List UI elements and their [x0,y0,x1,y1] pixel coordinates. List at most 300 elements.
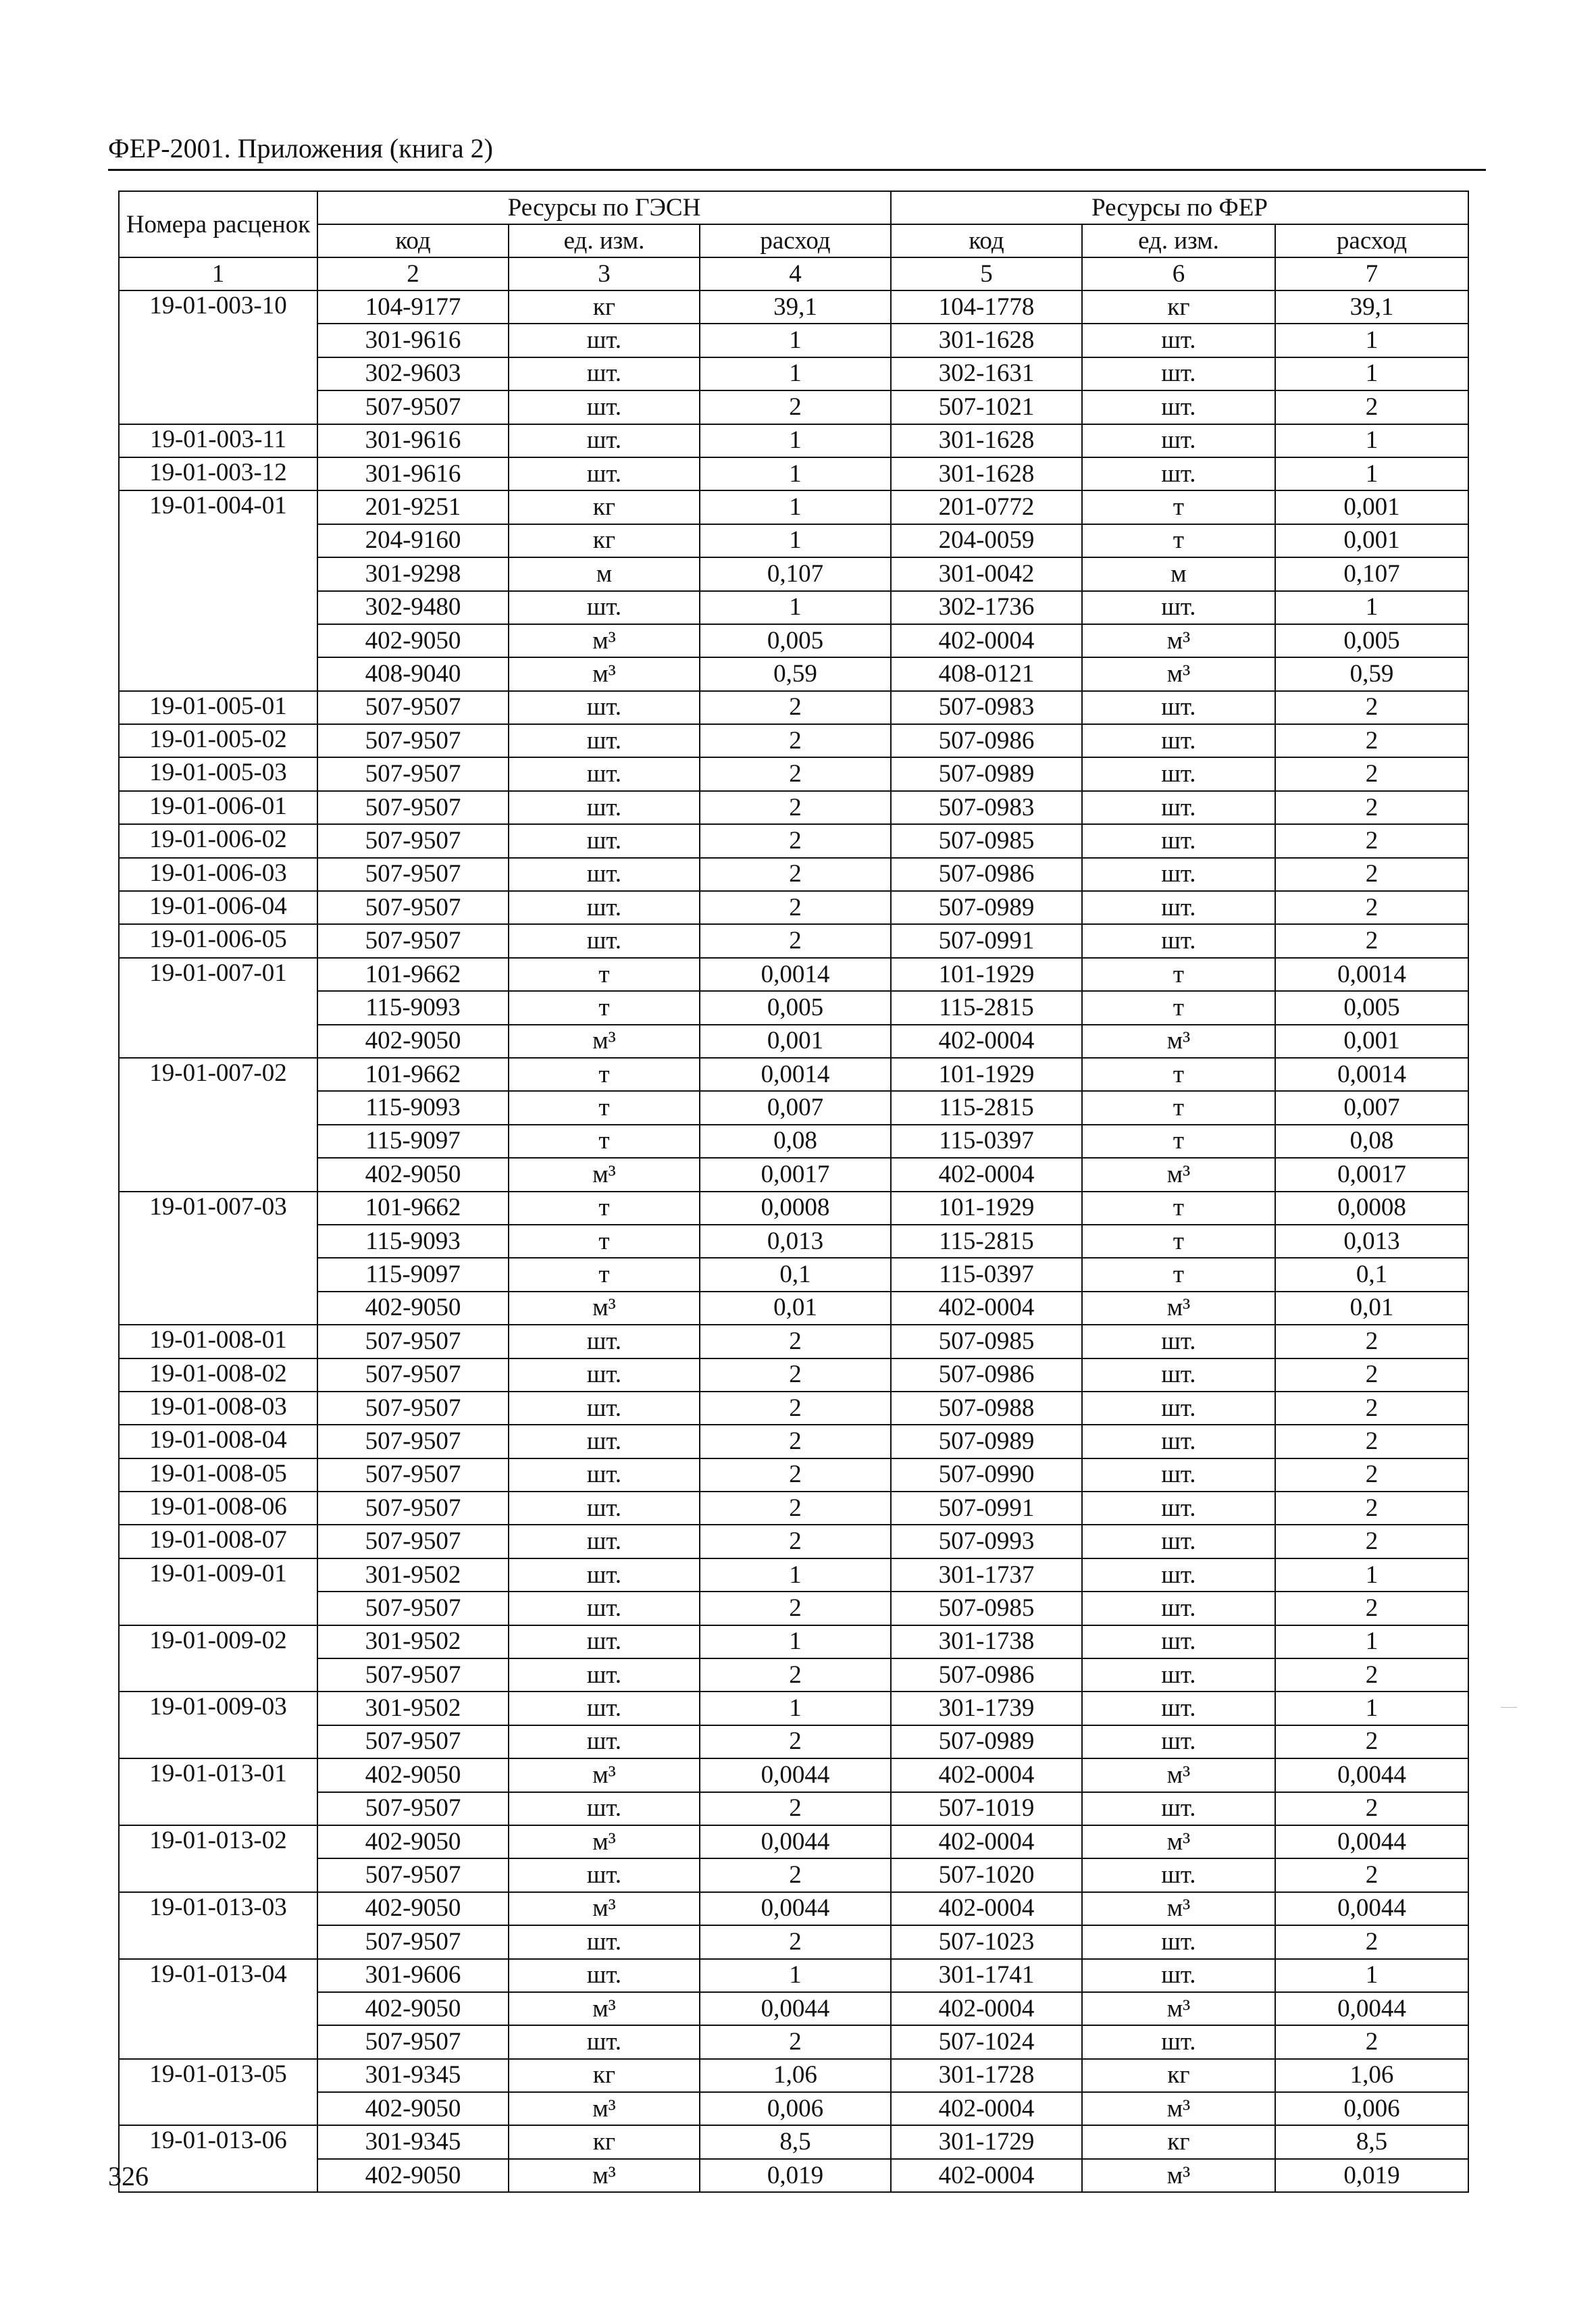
header-gesn-consumption: расход [700,224,891,257]
rate-number-cell: 19-01-008-01 [119,1325,317,1358]
rate-number-cell: 19-01-009-02 [119,1625,317,1692]
fer-code-cell: 507-0989 [891,891,1082,924]
gesn-unit-cell: м³ [509,624,700,657]
fer-code-cell: 302-1631 [891,357,1082,390]
gesn-unit-cell: шт. [509,1425,700,1458]
gesn-code-cell: 507-9507 [317,1425,509,1458]
table-row [119,691,1468,724]
fer-unit-cell: т [1082,958,1275,991]
gesn-unit-cell: кг [509,290,700,324]
gesn-code-cell: 402-9050 [317,2159,509,2192]
gesn-code-cell: 115-9097 [317,1258,509,1291]
fer-unit-cell: м³ [1082,657,1275,690]
fer-consumption-cell: 2 [1275,1458,1468,1492]
gesn-unit-cell: шт. [509,1592,700,1625]
gesn-consumption-cell: 2 [700,858,891,891]
fer-code-cell: 301-1728 [891,2059,1082,2092]
gesn-code-cell: 507-9507 [317,691,509,724]
gesn-unit-cell: м³ [509,2092,700,2125]
fer-consumption-cell: 1 [1275,591,1468,624]
fer-code-cell: 301-1739 [891,1692,1082,1725]
table-row [119,1725,1468,1758]
gesn-unit-cell: м³ [509,1758,700,1791]
gesn-consumption-cell: 0,013 [700,1225,891,1258]
gesn-consumption-cell: 1 [700,524,891,557]
table-row [119,1258,1468,1291]
fer-unit-cell: кг [1082,290,1275,324]
gesn-consumption-cell: 0,01 [700,1292,891,1325]
gesn-consumption-cell: 2 [700,757,891,790]
gesn-code-cell: 507-9507 [317,757,509,790]
fer-consumption-cell: 0,0044 [1275,1892,1468,1925]
fer-code-cell: 507-0988 [891,1392,1082,1425]
gesn-unit-cell: т [509,1258,700,1291]
gesn-code-cell: 402-9050 [317,2092,509,2125]
fer-unit-cell: м³ [1082,1892,1275,1925]
rate-number-cell: 19-01-005-01 [119,691,317,724]
gesn-code-cell: 507-9507 [317,891,509,924]
table-row [119,1091,1468,1124]
gesn-unit-cell: шт. [509,1358,700,1392]
table-row [119,1458,1468,1492]
fer-consumption-cell: 2 [1275,757,1468,790]
fer-unit-cell: шт. [1082,1558,1275,1592]
gesn-unit-cell: шт. [509,1392,700,1425]
table-row [119,924,1468,957]
fer-consumption-cell: 0,0044 [1275,1992,1468,2025]
column-number: 3 [509,257,700,290]
gesn-code-cell: 301-9345 [317,2059,509,2092]
table-row [119,1192,1468,1225]
gesn-consumption-cell: 1 [700,1625,891,1658]
table-row [119,2025,1468,2058]
gesn-consumption-cell: 2 [700,924,891,957]
gesn-unit-cell: шт. [509,1458,700,1492]
gesn-unit-cell: шт. [509,1492,700,1525]
fer-consumption-cell: 2 [1275,891,1468,924]
gesn-code-cell: 408-9040 [317,657,509,690]
fer-unit-cell: шт. [1082,891,1275,924]
gesn-code-cell: 302-9603 [317,357,509,390]
fer-unit-cell: м [1082,557,1275,590]
gesn-consumption-cell: 1 [700,1959,891,1992]
fer-code-cell: 402-0004 [891,1892,1082,1925]
gesn-consumption-cell: 2 [700,1592,891,1625]
rate-number-cell: 19-01-008-02 [119,1358,317,1392]
gesn-consumption-cell: 1 [700,1692,891,1725]
fer-consumption-cell: 2 [1275,1792,1468,1825]
gesn-consumption-cell: 2 [700,791,891,824]
gesn-unit-cell: м³ [509,1892,700,1925]
gesn-code-cell: 507-9507 [317,791,509,824]
table-row [119,424,1468,457]
gesn-code-cell: 507-9507 [317,1525,509,1558]
gesn-consumption-cell: 0,007 [700,1091,891,1124]
fer-code-cell: 402-0004 [891,1292,1082,1325]
column-number: 5 [891,257,1082,290]
fer-unit-cell: шт. [1082,691,1275,724]
gesn-consumption-cell: 2 [700,1425,891,1458]
gesn-consumption-cell: 0,0044 [700,1825,891,1858]
fer-consumption-cell: 0,0008 [1275,1192,1468,1225]
fer-unit-cell: т [1082,1192,1275,1225]
fer-code-cell: 115-2815 [891,1225,1082,1258]
gesn-unit-cell: шт. [509,791,700,824]
gesn-code-cell: 301-9616 [317,457,509,490]
gesn-consumption-cell: 2 [700,1525,891,1558]
fer-unit-cell: шт. [1082,858,1275,891]
fer-consumption-cell: 2 [1275,1925,1468,1958]
scan-mark [1501,1707,1517,1708]
rate-number-cell: 19-01-013-02 [119,1825,317,1892]
gesn-code-cell: 115-9093 [317,1225,509,1258]
fer-unit-cell: шт. [1082,1725,1275,1758]
gesn-consumption-cell: 1 [700,591,891,624]
fer-code-cell: 301-1741 [891,1959,1082,1992]
table-row [119,1125,1468,1158]
fer-unit-cell: шт. [1082,1425,1275,1458]
table-row [119,490,1468,524]
gesn-consumption-cell: 2 [700,724,891,757]
fer-unit-cell: м³ [1082,2092,1275,2125]
fer-code-cell: 402-0004 [891,2092,1082,2125]
gesn-code-cell: 507-9507 [317,1492,509,1525]
fer-unit-cell: шт. [1082,1792,1275,1825]
gesn-unit-cell: т [509,1192,700,1225]
gesn-code-cell: 402-9050 [317,1292,509,1325]
rate-number-cell: 19-01-007-01 [119,958,317,1058]
gesn-consumption-cell: 2 [700,1858,891,1891]
header-gesn-code: код [317,224,509,257]
table-row [119,1758,1468,1791]
fer-consumption-cell: 2 [1275,1358,1468,1392]
gesn-unit-cell: т [509,958,700,991]
fer-unit-cell: шт. [1082,1492,1275,1525]
rate-number-cell: 19-01-006-01 [119,791,317,824]
gesn-unit-cell: т [509,991,700,1024]
fer-code-cell: 507-0986 [891,858,1082,891]
gesn-consumption-cell: 1 [700,1558,891,1592]
fer-consumption-cell: 2 [1275,1425,1468,1458]
gesn-consumption-cell: 1 [700,457,891,490]
fer-consumption-cell: 0,1 [1275,1258,1468,1291]
column-number: 4 [700,257,891,290]
gesn-consumption-cell: 2 [700,1492,891,1525]
gesn-code-cell: 507-9507 [317,1725,509,1758]
table-row [119,791,1468,824]
fer-consumption-cell: 2 [1275,724,1468,757]
gesn-code-cell: 402-9050 [317,624,509,657]
fer-unit-cell: шт. [1082,357,1275,390]
table-row [119,1992,1468,2025]
rate-number-cell: 19-01-013-03 [119,1892,317,1959]
table-row [119,1858,1468,1891]
gesn-consumption-cell: 2 [700,1792,891,1825]
gesn-code-cell: 507-9507 [317,1325,509,1358]
fer-code-cell: 115-2815 [891,1091,1082,1124]
table-row [119,1425,1468,1458]
fer-code-cell: 408-0121 [891,657,1082,690]
gesn-code-cell: 402-9050 [317,1825,509,1858]
fer-code-cell: 507-0985 [891,824,1082,857]
gesn-code-cell: 402-9050 [317,1025,509,1058]
gesn-unit-cell: т [509,1225,700,1258]
fer-unit-cell: шт. [1082,1858,1275,1891]
fer-consumption-cell: 1 [1275,357,1468,390]
gesn-code-cell: 507-9507 [317,1858,509,1891]
fer-code-cell: 507-0989 [891,1425,1082,1458]
fer-consumption-cell: 2 [1275,791,1468,824]
table-row [119,390,1468,424]
gesn-code-cell: 507-9507 [317,1358,509,1392]
table-row [119,1492,1468,1525]
fer-unit-cell: шт. [1082,1392,1275,1425]
table-row [119,657,1468,690]
fer-unit-cell: т [1082,1091,1275,1124]
gesn-unit-cell: шт. [509,1858,700,1891]
fer-code-cell: 507-1021 [891,390,1082,424]
rate-number-cell: 19-01-006-03 [119,858,317,891]
table-row [119,891,1468,924]
gesn-consumption-cell: 2 [700,1458,891,1492]
fer-consumption-cell: 0,0014 [1275,1058,1468,1091]
fer-unit-cell: шт. [1082,757,1275,790]
fer-code-cell: 507-0985 [891,1592,1082,1625]
gesn-unit-cell: шт. [509,357,700,390]
gesn-unit-cell: шт. [509,1792,700,1825]
table-header-row-groups [119,191,1468,224]
table-row [119,591,1468,624]
fer-consumption-cell: 2 [1275,691,1468,724]
fer-consumption-cell: 0,08 [1275,1125,1468,1158]
gesn-consumption-cell: 0,1 [700,1258,891,1291]
fer-unit-cell: шт. [1082,424,1275,457]
gesn-unit-cell: шт. [509,824,700,857]
fer-code-cell: 507-0993 [891,1525,1082,1558]
fer-consumption-cell: 0,0017 [1275,1158,1468,1191]
fer-code-cell: 301-1737 [891,1558,1082,1592]
gesn-consumption-cell: 0,0044 [700,1992,891,2025]
fer-code-cell: 301-0042 [891,557,1082,590]
fer-code-cell: 402-0004 [891,1825,1082,1858]
fer-code-cell: 507-1019 [891,1792,1082,1825]
fer-code-cell: 507-0983 [891,791,1082,824]
fer-code-cell: 402-0004 [891,1992,1082,2025]
fer-consumption-cell: 2 [1275,2025,1468,2058]
column-number: 1 [119,257,317,290]
rate-number-cell: 19-01-007-03 [119,1192,317,1325]
gesn-unit-cell: м³ [509,1825,700,1858]
rate-number-cell: 19-01-006-04 [119,891,317,924]
rate-number-cell: 19-01-008-04 [119,1425,317,1458]
header-fer-consumption: расход [1275,224,1468,257]
gesn-consumption-cell: 0,005 [700,624,891,657]
rate-number-cell: 19-01-013-01 [119,1758,317,1825]
gesn-consumption-cell: 2 [700,2025,891,2058]
fer-unit-cell: шт. [1082,591,1275,624]
fer-code-cell: 507-0983 [891,691,1082,724]
header-rule [108,169,1486,171]
fer-consumption-cell: 0,0044 [1275,1758,1468,1791]
fer-unit-cell: т [1082,1125,1275,1158]
fer-consumption-cell: 1 [1275,324,1468,357]
fer-consumption-cell: 2 [1275,858,1468,891]
gesn-unit-cell: кг [509,524,700,557]
fer-consumption-cell: 0,0014 [1275,958,1468,991]
fer-code-cell: 301-1628 [891,457,1082,490]
rate-number-cell: 19-01-008-07 [119,1525,317,1558]
gesn-unit-cell: шт. [509,891,700,924]
gesn-unit-cell: кг [509,2059,700,2092]
gesn-unit-cell: шт. [509,1525,700,1558]
gesn-consumption-cell: 0,0017 [700,1158,891,1191]
gesn-unit-cell: м³ [509,1025,700,1058]
fer-code-cell: 204-0059 [891,524,1082,557]
gesn-code-cell: 507-9507 [317,824,509,857]
column-number: 2 [317,257,509,290]
rate-number-cell: 19-01-004-01 [119,490,317,690]
table-row [119,524,1468,557]
fer-consumption-cell: 2 [1275,1525,1468,1558]
fer-code-cell: 402-0004 [891,1758,1082,1791]
gesn-consumption-cell: 0,0044 [700,1758,891,1791]
fer-code-cell: 302-1736 [891,591,1082,624]
fer-code-cell: 507-0985 [891,1325,1082,1358]
rate-number-cell: 19-01-013-06 [119,2125,317,2192]
gesn-consumption-cell: 2 [700,390,891,424]
fer-unit-cell: т [1082,1225,1275,1258]
rate-number-cell: 19-01-008-03 [119,1392,317,1425]
table-row [119,1658,1468,1692]
fer-unit-cell: м³ [1082,1292,1275,1325]
fer-unit-cell: шт. [1082,1592,1275,1625]
gesn-code-cell: 301-9606 [317,1959,509,1992]
gesn-consumption-cell: 2 [700,824,891,857]
table-row [119,958,1468,991]
gesn-consumption-cell: 8,5 [700,2125,891,2158]
gesn-unit-cell: м³ [509,2159,700,2192]
table-row [119,1025,1468,1058]
fer-unit-cell: шт. [1082,1325,1275,1358]
fer-unit-cell: м³ [1082,1825,1275,1858]
rate-number-cell: 19-01-008-05 [119,1458,317,1492]
gesn-code-cell: 507-9507 [317,1658,509,1692]
gesn-code-cell: 115-9097 [317,1125,509,1158]
fer-consumption-cell: 0,107 [1275,557,1468,590]
table-row [119,858,1468,891]
gesn-unit-cell: кг [509,490,700,524]
fer-unit-cell: т [1082,524,1275,557]
gesn-unit-cell: м³ [509,1292,700,1325]
gesn-code-cell: 302-9480 [317,591,509,624]
rate-number-cell: 19-01-009-03 [119,1692,317,1758]
fer-unit-cell: шт. [1082,1458,1275,1492]
fer-unit-cell: шт. [1082,1358,1275,1392]
fer-consumption-cell: 0,007 [1275,1091,1468,1124]
fer-unit-cell: м³ [1082,2159,1275,2192]
rate-number-cell: 19-01-005-03 [119,757,317,790]
gesn-unit-cell: шт. [509,390,700,424]
table-row [119,2092,1468,2125]
fer-code-cell: 115-0397 [891,1125,1082,1158]
gesn-consumption-cell: 1,06 [700,2059,891,2092]
fer-unit-cell: шт. [1082,824,1275,857]
gesn-code-cell: 204-9160 [317,524,509,557]
fer-code-cell: 115-0397 [891,1258,1082,1291]
gesn-consumption-cell: 0,019 [700,2159,891,2192]
fer-consumption-cell: 2 [1275,1725,1468,1758]
header-fer-unit: ед. изм. [1082,224,1275,257]
fer-unit-cell: т [1082,991,1275,1024]
fer-code-cell: 507-0991 [891,924,1082,957]
gesn-consumption-cell: 39,1 [700,290,891,324]
table-row [119,457,1468,490]
gesn-unit-cell: шт. [509,1925,700,1958]
gesn-code-cell: 507-9507 [317,1792,509,1825]
table-row [119,2125,1468,2158]
fer-consumption-cell: 1 [1275,1558,1468,1592]
rate-number-cell: 19-01-003-10 [119,290,317,424]
gesn-unit-cell: т [509,1058,700,1091]
gesn-consumption-cell: 0,006 [700,2092,891,2125]
table-row [119,2059,1468,2092]
rate-number-cell: 19-01-006-05 [119,924,317,957]
fer-unit-cell: шт. [1082,324,1275,357]
fer-consumption-cell: 0,013 [1275,1225,1468,1258]
table-row [119,1392,1468,1425]
table-column-numbers-row [119,257,1468,290]
fer-unit-cell: шт. [1082,724,1275,757]
fer-code-cell: 507-0990 [891,1458,1082,1492]
gesn-code-cell: 402-9050 [317,1758,509,1791]
gesn-code-cell: 507-9507 [317,1458,509,1492]
fer-unit-cell: м³ [1082,1758,1275,1791]
table-row [119,824,1468,857]
gesn-code-cell: 507-9507 [317,1925,509,1958]
fer-consumption-cell: 0,59 [1275,657,1468,690]
fer-unit-cell: т [1082,1258,1275,1291]
rate-number-cell: 19-01-005-02 [119,724,317,757]
gesn-code-cell: 301-9502 [317,1558,509,1592]
gesn-unit-cell: шт. [509,324,700,357]
fer-code-cell: 101-1929 [891,1058,1082,1091]
fer-consumption-cell: 1 [1275,1959,1468,1992]
table-row [119,1525,1468,1558]
table-row [119,1292,1468,1325]
fer-unit-cell: шт. [1082,1925,1275,1958]
table-row [119,357,1468,390]
fer-consumption-cell: 2 [1275,1658,1468,1692]
fer-unit-cell: шт. [1082,1692,1275,1725]
table-row [119,324,1468,357]
gesn-consumption-cell: 1 [700,424,891,457]
fer-code-cell: 402-0004 [891,2159,1082,2192]
fer-consumption-cell: 1 [1275,424,1468,457]
gesn-unit-cell: м³ [509,1992,700,2025]
gesn-code-cell: 201-9251 [317,490,509,524]
gesn-unit-cell: шт. [509,1625,700,1658]
fer-unit-cell: шт. [1082,1658,1275,1692]
fer-consumption-cell: 0,001 [1275,1025,1468,1058]
table-row [119,757,1468,790]
fer-code-cell: 301-1729 [891,2125,1082,2158]
gesn-unit-cell: шт. [509,757,700,790]
gesn-code-cell: 301-9502 [317,1625,509,1658]
fer-unit-cell: кг [1082,2125,1275,2158]
gesn-code-cell: 507-9507 [317,2025,509,2058]
rate-number-cell: 19-01-009-01 [119,1558,317,1625]
header-gesn-resources: Ресурсы по ГЭСН [317,191,891,224]
